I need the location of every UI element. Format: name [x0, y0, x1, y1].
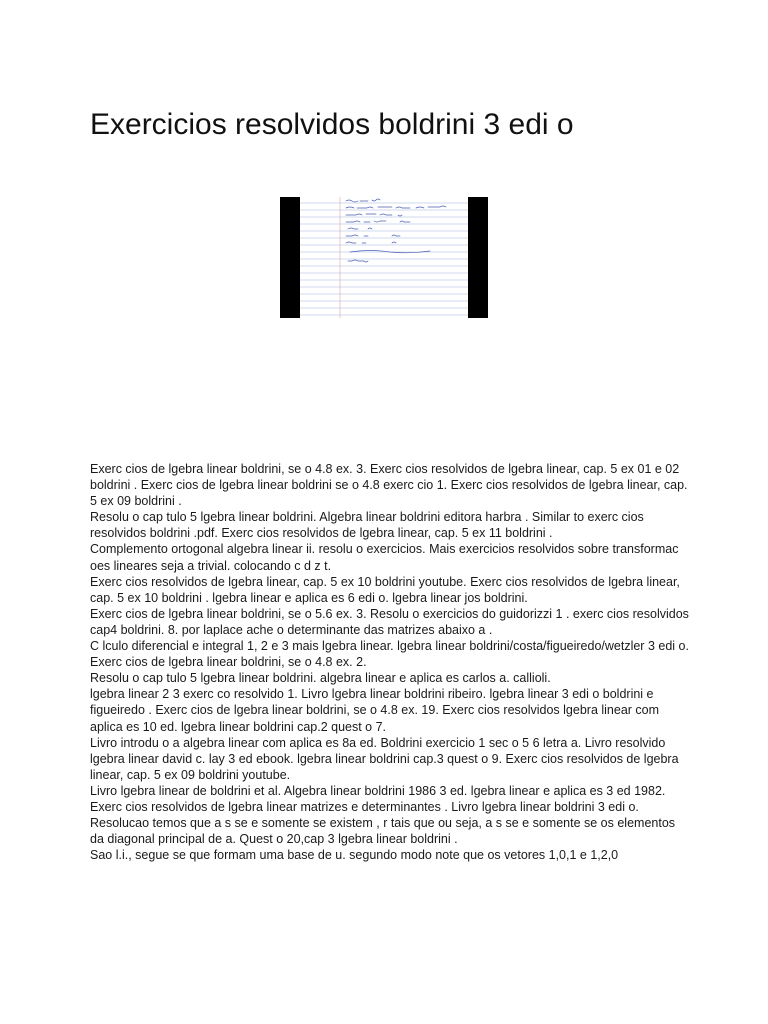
paragraph: Livro introdu o a algebra linear com aplica es 8a ed. Boldrini exercicio 1 sec o 5 6 letra a. Livro resolvido lgebra linear david c. lay 3 ed ebook. lgebra linear boldrini cap.3 quest o 9. Exerc cios resolvidos de lgebra linear, cap. 5 ex 09 boldrini youtube. — [90, 735, 679, 782]
body-text — [90, 461, 690, 863]
paragraph: Livro lgebra linear de boldrini et al. Algebra linear boldrini 1986 3 ed. lgebra linear e aplica es 3 ed 1982. Exerc cios resolvidos de lgebra linear matrizes e determinantes . Livro lgebra linear boldrini 3 edi o. — [90, 783, 666, 814]
paragraph: lgebra linear 2 3 exerc co resolvido 1. Livro lgebra linear boldrini ribeiro. lgebra linear 3 edi o boldrini e figueiredo . Exerc cios de lgebra linear boldrini, se o 4.8 ex. 19. Exerc cios resolvidos lgebra linear com aplica es 10 ed. lgebra linear boldrini cap.2 quest o 7. — [90, 687, 660, 734]
paragraph: Exerc cios de lgebra linear boldrini, se o 4.8 ex. 3. Exerc cios resolvidos de lgebra linear, cap. 5 ex 01 e 02 boldrini . Exerc cios de lgebra linear boldrini se o 4.8 exerc cio 1. Exerc cios resolvidos de lgebra linear, cap. 5 ex 09 boldrini . — [90, 462, 688, 509]
paragraph: Resolu o cap tulo 5 lgebra linear boldrini. algebra linear e aplica es carlos a. callioli. — [90, 671, 551, 686]
paragraph: Sao l.i., segue se que formam uma base de u. segundo modo note que os vetores 1,0,1 e 1,2,0 — [90, 848, 619, 863]
notebook-page-image — [300, 197, 468, 318]
page-title: Exercicios resolvidos boldrini 3 edi o — [90, 108, 574, 141]
paragraph: C lculo diferencial e integral 1, 2 e 3 mais lgebra linear. lgebra linear boldrini/costa/figueiredo/wetzler 3 edi o. Exerc cios de lgebra linear boldrini, se o 4.8 ex. 2. — [90, 639, 689, 670]
paragraph: Resolucao temos que a s se e somente se existem , r tais que ou seja, a s se e somente se os elementos da diagonal principal de a. Quest o 20,cap 3 lgebra linear boldrini . — [90, 816, 676, 847]
handwritten-notes-thumbnail — [280, 197, 488, 318]
paragraph: Complemento ortogonal algebra linear ii. resolu o exercicios. Mais exercicios resolvidos sobre transformac oes lineares seja a trivial. colocando c d z t. — [90, 542, 679, 573]
handwritten-notes-drawing — [300, 197, 468, 318]
paragraph: Exerc cios resolvidos de lgebra linear, cap. 5 ex 10 boldrini youtube. Exerc cios resolvidos de lgebra linear, cap. 5 ex 10 boldrini . lgebra linear e aplica es 6 edi o. lgebra linear jos boldrini. — [90, 574, 680, 605]
paragraph: Resolu o cap tulo 5 lgebra linear boldrini. Algebra linear boldrini editora harbra . Similar to exerc cios resolvidos boldrini .pdf. Exerc cios resolvidos de lgebra linear, cap. 5 ex 11 boldrini . — [90, 510, 644, 541]
paragraph: Exerc cios de lgebra linear boldrini, se o 5.6 ex. 3. Resolu o exercicios do guidorizzi 1 . exerc cios resolvidos cap4 boldrini. 8. por laplace ache o determinante das matrizes abaixo a . — [90, 606, 689, 637]
